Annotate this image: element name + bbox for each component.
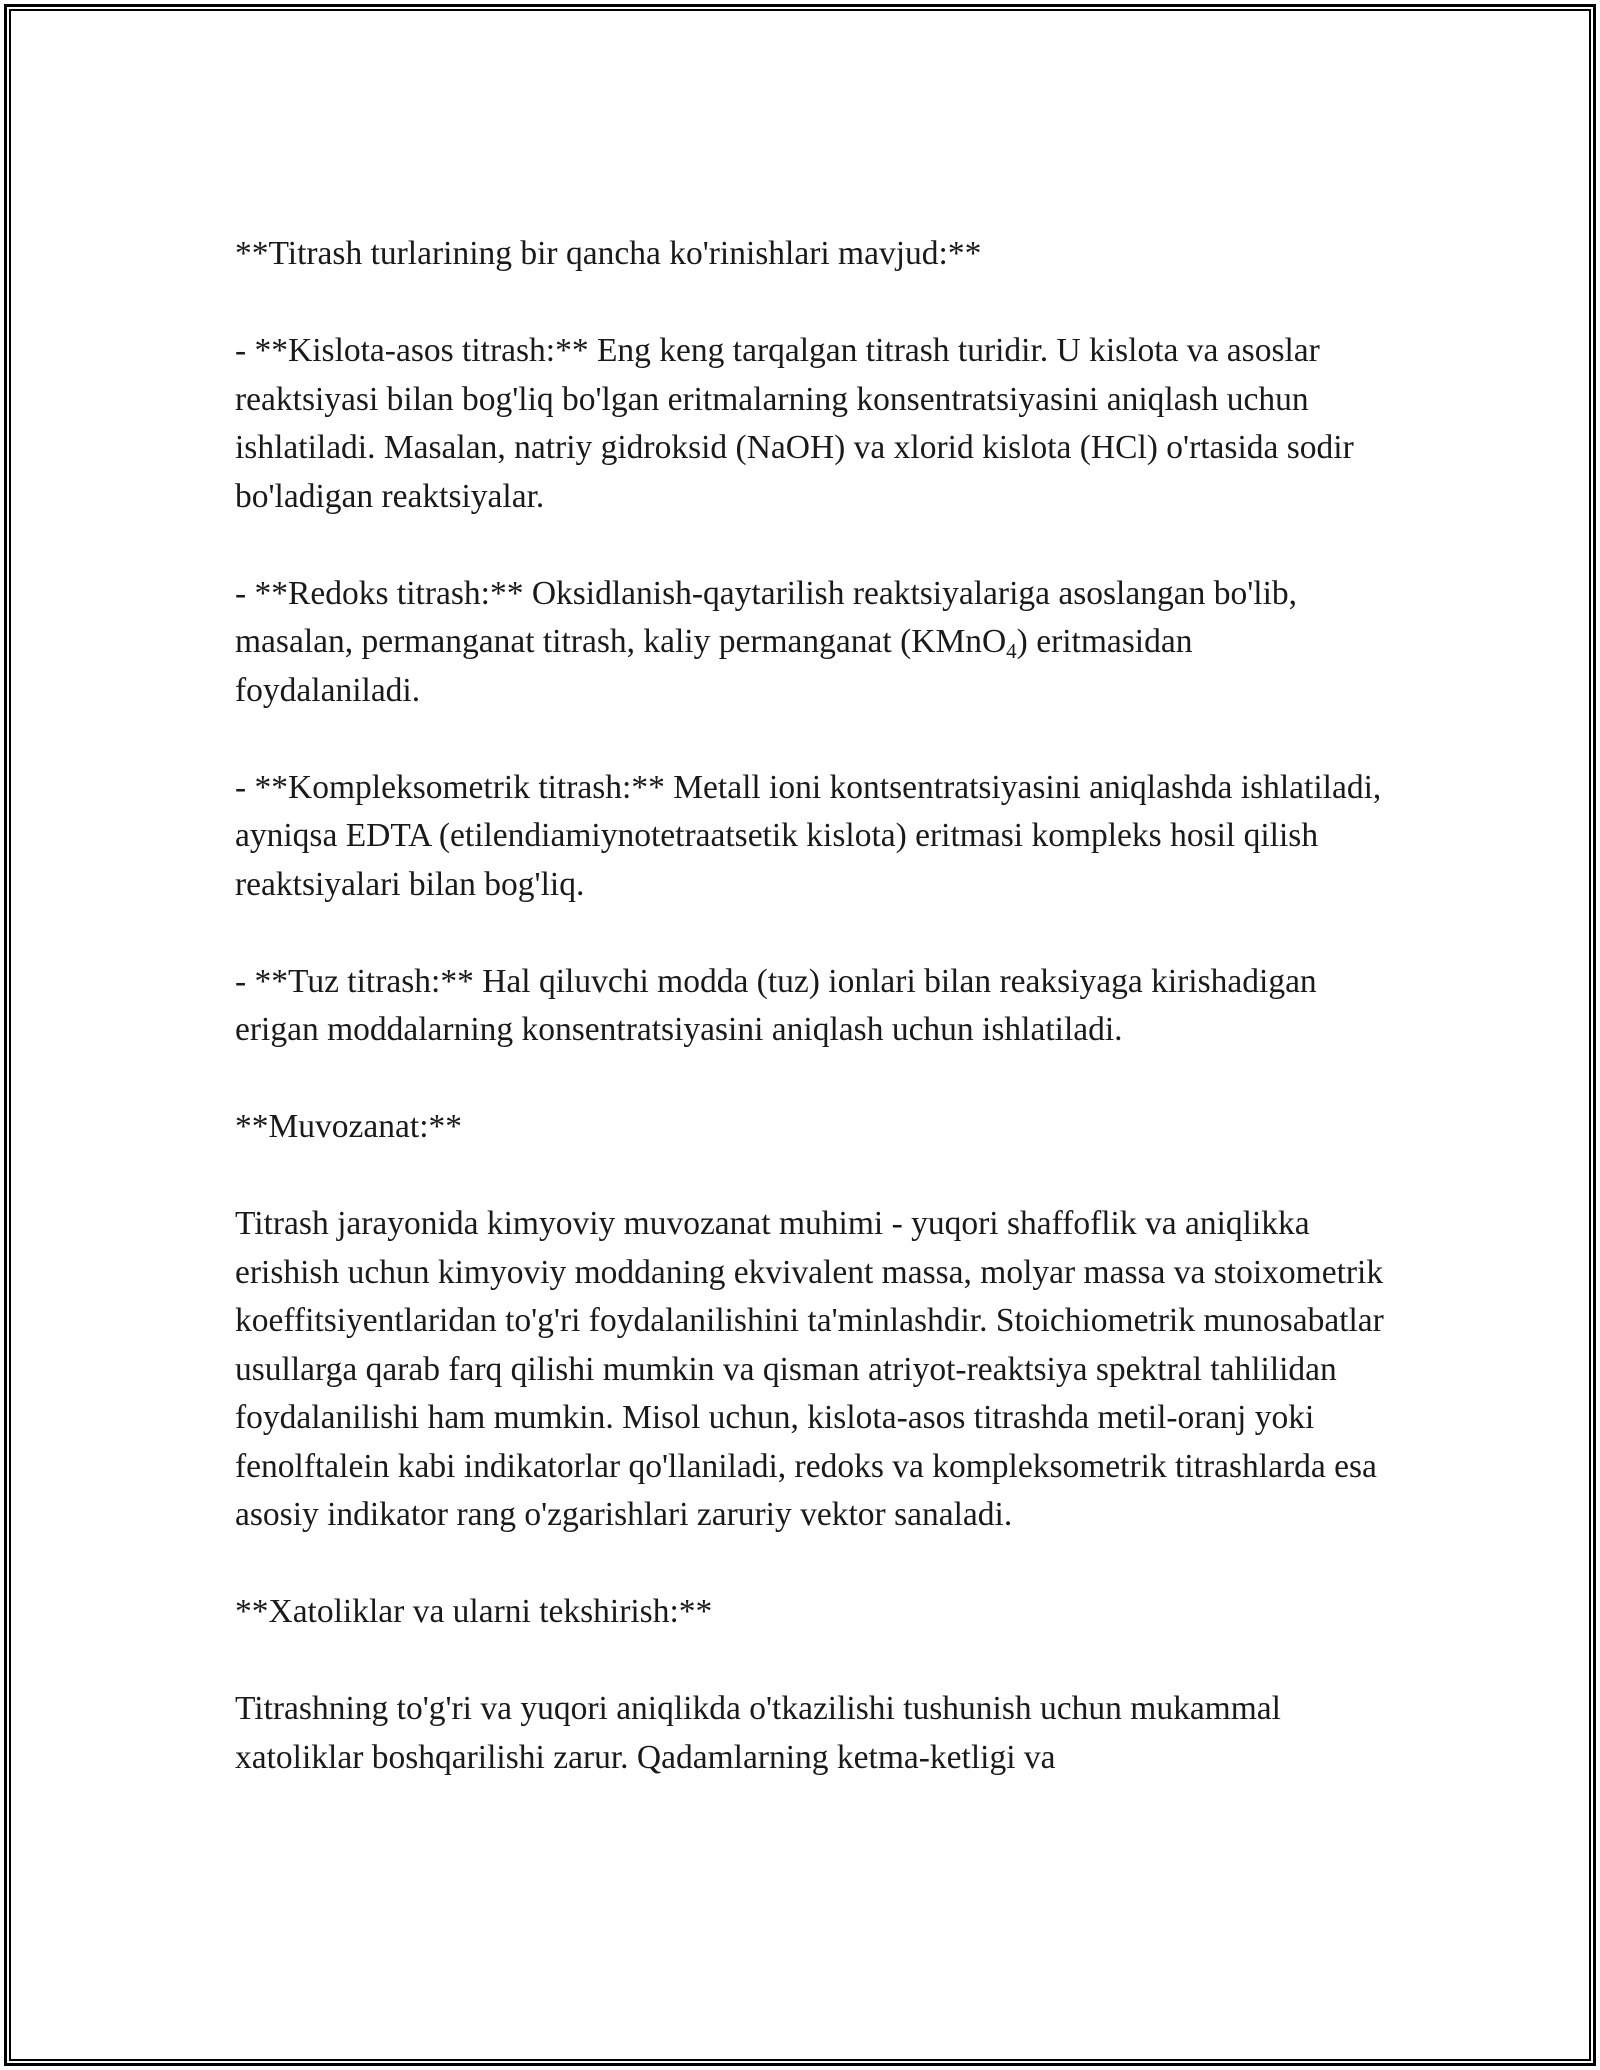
heading-errors: **Xatoliklar va ularni tekshirish:** bbox=[235, 1593, 713, 1630]
redox-text: - **Redoks titrash:** Oksidlanish-qaytarilish reaktsiyalariga asoslangan bo'lib, masalan, permanganat titrash, kaliy permanganat (KMnO bbox=[235, 574, 1298, 660]
document-body bbox=[235, 230, 1385, 1831]
heading-titration-types: **Titrash turlarining bir qancha ko'rinishlari mavjud:** bbox=[235, 235, 982, 272]
paragraph-errors: Titrashning to'g'ri va yuqori aniqlikda o'tkazilishi tushunish uchun mukammal xatoliklar boshqarilishi zarur. Qadamlarning ketma-ketligi va bbox=[235, 1690, 1281, 1776]
heading-equilibrium: **Muvozanat:** bbox=[235, 1108, 463, 1145]
list-item-redox bbox=[235, 570, 1385, 716]
list-item-salt: - **Tuz titrash:** Hal qiluvchi modda (tuz) ionlari bilan reaksiyaga kirishadigan erigan moddalarning konsentratsiyasini aniqlash uchun ishlatiladi. bbox=[235, 962, 1317, 1048]
list-item-complexometric: - **Kompleksometrik titrash:** Metall ioni kontsentratsiyasini aniqlashda ishlatiladi, ayniqsa EDTA (etilendiamiynotetraatsetik kislota) eritmasi kompleks hosil qilish reaktsiyalari bilan bog'liq. bbox=[235, 768, 1382, 903]
redox-subscript: 4 bbox=[1006, 639, 1017, 663]
paragraph-equilibrium: Titrash jarayonida kimyoviy muvozanat muhimi - yuqori shaffoflik va aniqlikka erishish uchun kimyoviy moddaning ekvivalent massa, molyar massa va stoixometrik koeffitsiyentlaridan to'g'ri foydalanilishini ta'minlashdir. Stoichiometrik munosabatlar usullarga qarab farq qilishi mumkin va qisman atriyot-reaktsiya spektral tahlilidan foydalanilishi ham mumkin. Misol uchun, kislota-asos titrashda metil-oranj yoki fenolftalein kabi indikatorlar qo'llaniladi, redoks va kompleksometrik titrashlarda esa asosiy indikator rang o'zgarishlari zaruriy vektor sanaladi. bbox=[235, 1205, 1384, 1533]
redox-text-end: ) eritmasidan foydalaniladi. bbox=[235, 623, 1193, 709]
list-item-acid-base: - **Kislota-asos titrash:** Eng keng tarqalgan titrash turidir. U kislota va asoslar reaktsiyasi bilan bog'liq bo'lgan eritmalarning konsentratsiyasini aniqlash uchun ishlatiladi. Masalan, natriy gidroksid (NaOH) va xlorid kislota (HCl) o'rtasida sodir bo'ladigan reaktsiyalar. bbox=[235, 332, 1354, 515]
